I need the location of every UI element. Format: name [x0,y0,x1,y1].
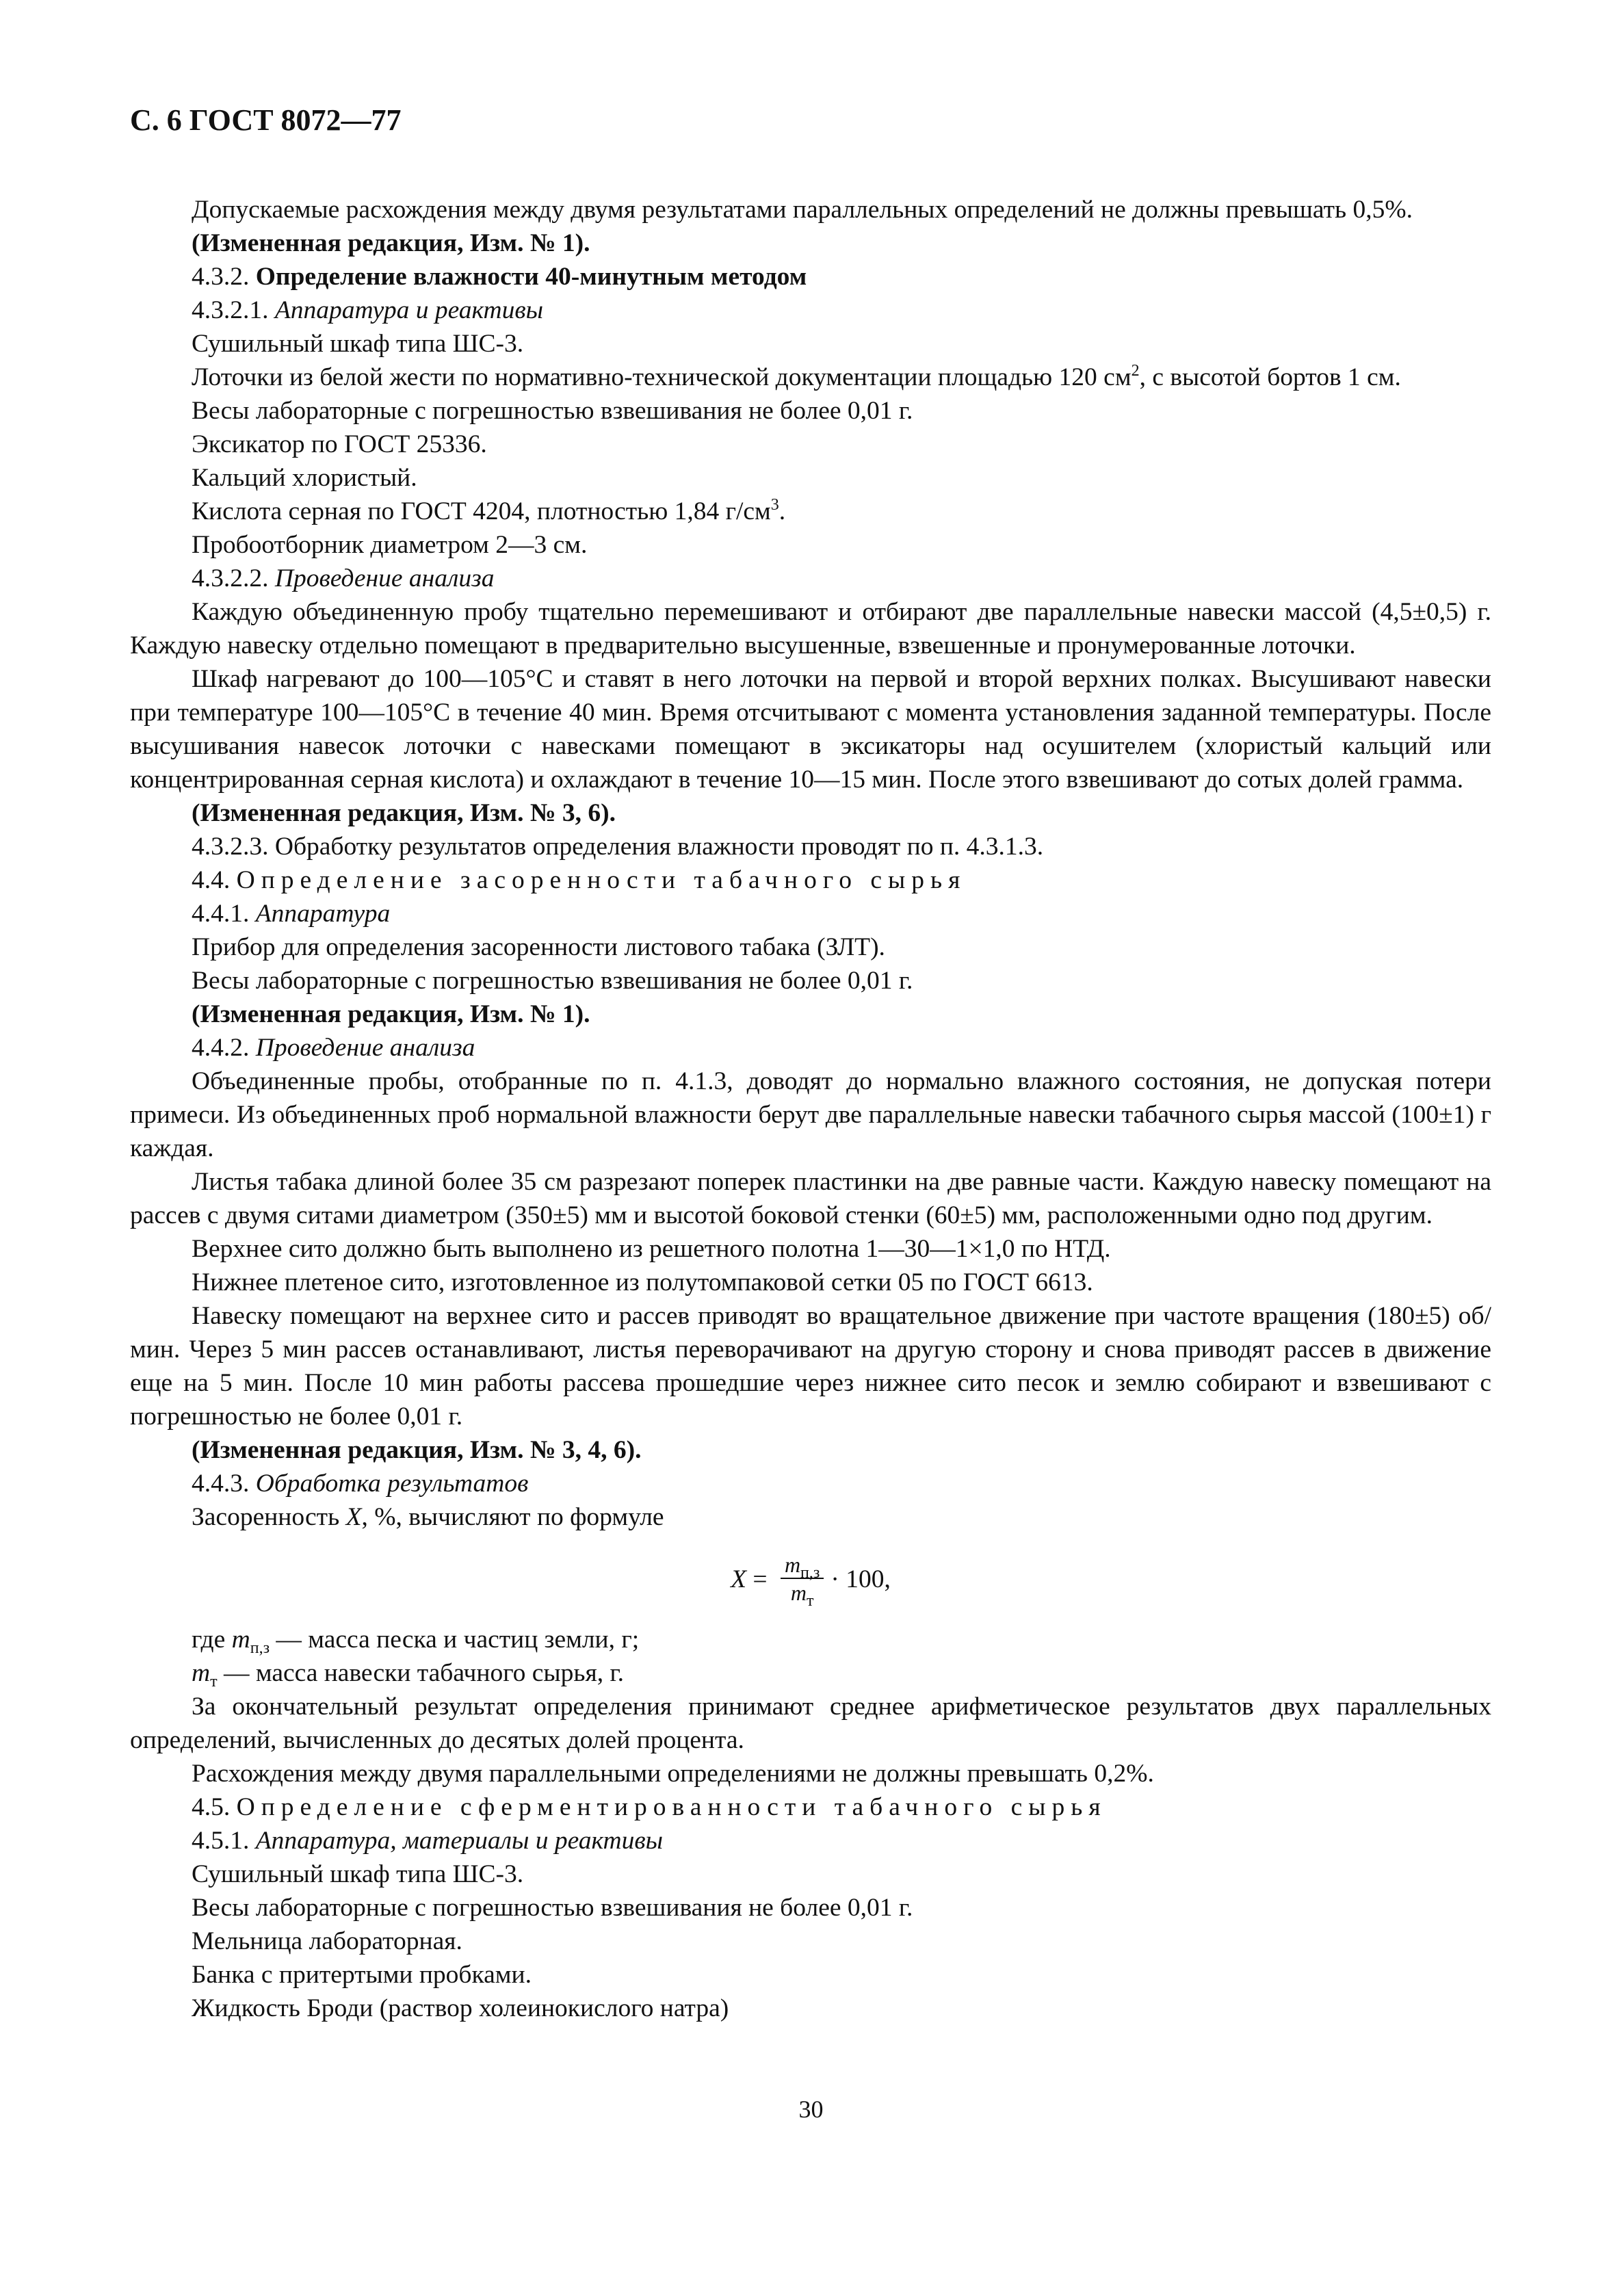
paragraph: Листья табака длиной более 35 см разрезают поперек пластинки на две равные части. Каждую навеску помещают на рассев с двумя ситами диаметром (350±5) мм и высотой боковой стенки (60±5) мм, расположенными одно под другим. [130,1168,1491,1229]
formula-legend [130,1656,1491,1690]
amendment-note: (Измененная редакция, Изм. № 1). [192,229,590,257]
subsection-heading [130,1467,1491,1500]
paragraph: За окончательный результат определения принимают среднее арифметическое результатов двух параллельных определений, вычисленных до десятых долей процента. [130,1693,1491,1754]
paragraph: 4.3.2.3. Обработку результатов определения влажности проводят по п. 4.3.1.3. [192,833,1044,861]
amendment-note: (Измененная редакция, Изм. № 3, 6). [192,799,616,827]
section-number: 4.4. [192,866,237,894]
section-heading [130,260,1491,293]
section-number: 4.3.2.1. [192,296,275,324]
subscript: т [806,1592,814,1610]
formula-fraction [781,1552,824,1610]
paragraph: Весы лабораторные с погрешностью взвешивания не более 0,01 г. [192,967,913,995]
subsection-heading [130,1824,1491,1857]
section-heading [130,1790,1491,1824]
paragraph: Эксикатор по ГОСТ 25336. [192,430,487,458]
paragraph: Нижнее плетеное сито, изготовленное из полутомпаковой сетки 05 по ГОСТ 6613. [192,1268,1093,1296]
superscript: 3 [770,496,779,514]
paragraph: Пробоотборник диаметром 2—3 см. [192,531,588,559]
superscript: 2 [1131,362,1140,380]
paragraph: Прибор для определения засоренности листового табака (ЗЛТ). [192,933,885,961]
paragraph [130,495,1491,528]
paragraph: Допускаемые расхождения между двумя результатами параллельных определений не должны превышать 0,5%. [192,196,1413,224]
paragraph: Весы лабораторные с погрешностью взвешивания не более 0,01 г. [192,397,913,425]
variable: m [784,1552,801,1577]
amendment-note: (Измененная редакция, Изм. № 1). [192,1000,590,1028]
paragraph: Шкаф нагревают до 100—105°С и ставят в него лоточки на первой и второй верхних полках. Высушивают навески при температуре 100—105°С в течение 40 мин. Время отсчитывают с момента установления заданной температуры. После высушивания навесок лоточки с навесками помещают в эксикаторы над осушителем (хлористый кальций или концентрированная серная кислота) и охлаждают в течение 10—15 мин. После этого взвешивают до сотых долей грамма. [130,665,1491,794]
variable: m [790,1580,807,1605]
section-title: Определение сферментированности табачного сырья [236,1793,1107,1821]
subsection-heading [130,1031,1491,1065]
paragraph: Мельница лабораторная. [192,1927,462,1955]
variable: m [231,1626,250,1654]
paragraph [130,361,1491,394]
text-run: . [779,497,786,525]
paragraph: Расхождения между двумя параллельными определениями не должны превышать 0,2%. [192,1760,1154,1788]
amendment-note: (Измененная редакция, Изм. № 3, 4, 6). [192,1436,642,1464]
section-number: 4.4.2. [192,1034,256,1062]
formula-lhs: X [731,1565,747,1593]
subsection-heading [130,293,1491,327]
text-run: , %, вычисляют по формуле [361,1503,664,1531]
section-title: Определение влажности 40-минутным методом [255,263,807,291]
formula-legend [130,1623,1491,1656]
formula [130,1538,1491,1620]
section-title: Аппаратура, материалы и реактивы [255,1827,664,1855]
paragraph: Сушильный шкаф типа ШС-3. [192,1860,524,1888]
page-header: С. 6 ГОСТ 8072—77 [130,103,402,137]
section-title: Обработка результатов [255,1470,529,1498]
formula-denominator [787,1579,818,1610]
paragraph: Жидкость Броди (раствор холеинокислого натра) [192,1994,729,2022]
paragraph: Весы лабораторные с погрешностью взвешивания не более 0,01 г. [192,1894,913,1922]
formula-numerator [781,1552,824,1582]
text-run: , с высотой бортов 1 см. [1139,363,1401,391]
subsection-heading [130,897,1491,930]
text-run: Лоточки из белой жести по нормативно-технической документации площадью 120 см [192,363,1132,391]
section-number: 4.5.1. [192,1827,256,1855]
paragraph [130,1500,1491,1534]
formula-rhs: · 100, [830,1565,891,1593]
paragraph: Объединенные пробы, отобранные по п. 4.1.3, доводят до нормально влажного состояния, не допуская потери примеси. Из объединенных проб нормальной влажности берут две параллельные навески табачного сырья массой (100±1) г каждая. [130,1067,1491,1162]
text-run: Засоренность [192,1503,346,1531]
text-run: — масса песка и частиц земли, г; [270,1626,640,1654]
section-title: Определение засоренности табачного сырья [236,866,967,894]
formula-equals: = [746,1565,774,1593]
section-heading [130,863,1491,897]
page-number: 30 [798,2096,824,2123]
subscript: п,з [800,1564,820,1582]
document-body [130,193,1491,2025]
variable: m [192,1659,211,1687]
text-run: где [192,1626,232,1654]
section-title: Аппаратура и реактивы [274,296,544,324]
section-title: Проведение анализа [274,564,495,592]
section-number: 4.4.3. [192,1470,256,1498]
paragraph: Верхнее сито должно быть выполнено из решетного полотна 1—30—1×1,0 по НТД. [192,1235,1111,1263]
subsection-heading [130,562,1491,595]
subscript: п,з [250,1639,270,1657]
paragraph: Сушильный шкаф типа ШС-3. [192,330,524,358]
section-number: 4.4.1. [192,900,256,928]
section-title: Проведение анализа [255,1034,475,1062]
variable: X [345,1503,362,1531]
section-number: 4.5. [192,1793,237,1821]
paragraph: Кальций хлористый. [192,464,417,492]
text-run: — масса навески табачного сырья, г. [217,1659,624,1687]
text-run: Кислота серная по ГОСТ 4204, плотностью 1,84 г/см [192,497,771,525]
paragraph: Каждую объединенную пробу тщательно перемешивают и отбирают две параллельные навески массой (4,5±0,5) г. Каждую навеску отдельно помещают в предварительно высушенные, взвешенные и пронумерованные лоточки. [130,598,1491,660]
paragraph: Банка с притертыми пробками. [192,1961,532,1989]
section-title: Аппаратура [255,900,391,928]
section-number: 4.3.2. [192,263,256,291]
subscript: т [210,1673,218,1691]
section-number: 4.3.2.2. [192,564,275,592]
paragraph: Навеску помещают на верхнее сито и рассев приводят во вращательное движение при частоте вращения (180±5) об/мин. Через 5 мин рассев останавливают, листья переворачивают на другую сторону и снова приводят рассев в движение еще на 5 мин. После 10 мин работы рассева прошедшие через нижнее сито песок и землю собирают и взвешивают с погрешностью не более 0,01 г. [130,1302,1491,1431]
